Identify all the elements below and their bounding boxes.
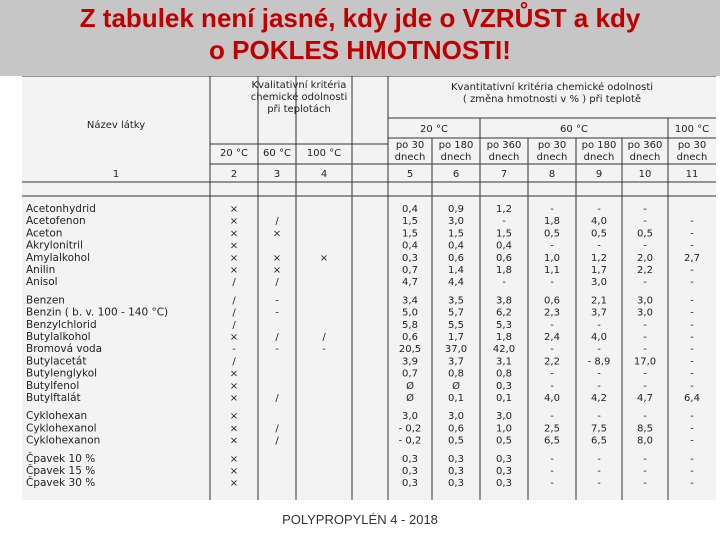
table-cell: - 0,2 [398,435,422,447]
table-cell: 3,0 [637,307,653,319]
table-cell: 5,5 [448,319,464,331]
table-cell: - [690,228,694,240]
qualitative-header-line: Kvalitativní kritéria [251,80,347,91]
table-cell: 2,0 [637,252,653,264]
table-cell: - [597,344,601,356]
duration-header: po 30 [537,140,567,151]
table-cell: 2,2 [637,265,653,276]
table-cell: - [690,423,694,435]
table-cell: 6,5 [591,435,607,447]
table-cell: / [275,423,279,435]
table-cell: 2,4 [544,332,560,343]
table-cell: × [229,380,239,392]
table-cell: - [597,411,601,423]
table-cell: / [232,295,236,307]
table-cell: 0,7 [402,368,418,380]
substance-name: Čpavek 30 % [26,477,96,490]
duration-header: po 360 [486,140,522,151]
table-cell: 0,3 [448,466,464,477]
table-cell: 1,4 [448,265,464,276]
substance-name: Čpavek 15 % [26,465,96,477]
table-cell: 1,8 [544,216,560,228]
substance-name: Butylalkohol [26,331,91,343]
qualitative-header-line: při teplotách [267,104,331,115]
table-cell: 5,8 [402,319,418,331]
table-cell: 5,3 [496,319,512,331]
table-cell: 3,0 [402,411,418,423]
table-cell: 0,5 [496,435,512,447]
table-cell: - [597,368,601,380]
table-cell: - [690,453,694,465]
duration-header: po 180 [581,140,617,151]
table-cell: 3,9 [402,356,418,368]
table-cell: - [690,307,694,319]
table-cell: - [690,435,694,447]
table-cell: 0,5 [544,228,560,240]
table-cell: 1,8 [496,332,512,343]
name-column-header: Název látky [86,120,146,131]
table-cell: - [550,368,554,380]
qualitative-temp-header: 100 °C [306,148,342,159]
table-cell: 0,8 [496,368,512,380]
table-cell: 0,6 [544,295,560,307]
table-cell: - [690,332,694,343]
duration-header: dnech [488,152,520,163]
table-cell: 8,5 [637,423,653,435]
table-cell: 4,7 [402,277,418,289]
table-cell: × [229,435,239,447]
table-cell: 4,7 [637,393,653,404]
table-cell: / [232,319,236,331]
column-number: 2 [230,169,238,180]
slide-footer: POLYPROPYLÉN 4 - 2018 [282,512,438,527]
table-cell: 0,7 [402,265,418,276]
table-cell: × [229,393,239,404]
duration-header: dnech [676,152,708,163]
table-cell: - [690,466,694,477]
substance-name: Bromová voda [26,343,103,356]
table-cell: - [643,216,647,228]
table-cell: 0,3 [496,466,512,477]
table-cell: - [502,216,506,228]
table-cell: - [643,240,647,252]
title-line-2: o POKLES HMOTNOSTI! [209,35,511,65]
substance-name: Cyklohexan [26,410,88,423]
table-cell: 1,5 [448,228,464,240]
substance-name: Anilin [26,264,56,276]
table-cell: × [229,240,239,252]
table-cell: 2,5 [544,423,560,435]
column-number: 10 [638,169,652,180]
qualitative-temp-header: 20 °C [220,148,248,159]
table-cell: 3,0 [448,216,464,228]
table-cell: - [550,240,554,252]
column-number: 1 [112,169,120,180]
table-cell: 4,0 [591,332,607,343]
table-cell: 0,3 [402,252,418,264]
table-cell: 0,3 [448,478,464,490]
table-cell: 3,7 [448,356,464,368]
table-cell: - [643,368,647,380]
substance-name: Butylftalát [26,392,81,404]
duration-header: dnech [536,152,568,163]
table-cell: 0,6 [448,252,464,264]
table-cell: - [550,466,554,477]
table-cell: - [597,319,601,331]
duration-header: dnech [394,152,426,163]
table-cell: - [550,277,554,289]
table-cell: 3,0 [496,411,512,423]
table-cell: 0,9 [448,204,464,215]
table-cell: 1,5 [402,228,418,240]
table-cell: × [272,252,282,264]
table-cell: 3,5 [448,295,464,307]
table-cell: / [275,435,279,447]
duration-header: po 30 [677,140,707,151]
duration-header: dnech [583,152,615,163]
table-cell: × [229,368,239,380]
table-cell: - [643,466,647,477]
table-cell: - [690,240,694,252]
quantitative-temp-header: 100 °C [674,124,710,135]
substance-name: Butylenglykol [26,367,98,380]
table-cell: - [275,307,279,319]
table-cell: 3,0 [448,411,464,423]
column-number: 3 [273,169,281,180]
table-cell: - [550,453,554,465]
table-cell: / [275,393,279,404]
title-line-1: Z tabulek není jasné, kdy jde o VZRŮST a kdy [79,3,641,33]
column-number: 8 [548,169,556,180]
table-cell: - [550,204,554,215]
table-cell: - [643,380,647,392]
column-number: 4 [320,169,328,180]
table-cell: 0,5 [448,435,464,447]
scanned-table-image [22,76,716,500]
table-cell: - [502,277,506,289]
table-cell: 0,6 [496,252,512,264]
table-cell: 3,1 [496,356,512,368]
table-cell: - [550,380,554,392]
column-number: 11 [685,169,699,180]
table-cell: 0,4 [402,204,418,215]
table-cell: × [229,453,239,465]
table-cell: 0,3 [402,466,418,477]
table-cell: 0,4 [448,240,464,252]
table-cell: - [643,332,647,343]
table-cell: - [690,216,694,228]
table-cell: 5,0 [402,307,418,319]
substance-name: Anisol [26,276,58,289]
table-cell: - [597,478,601,490]
table-cell: 3,0 [637,295,653,307]
table-cell: 8,0 [637,435,653,447]
table-cell: - [690,295,694,307]
table-cell: 2,7 [684,252,700,264]
table-cell: - [597,466,601,477]
table-cell: 4,2 [591,393,607,404]
table-cell: - [643,277,647,289]
table-cell: 4,0 [544,393,560,404]
table-cell: - [690,265,694,276]
substance-name: Acetofenon [26,215,86,228]
table-cell: 2,2 [544,356,560,368]
table-cell: - [643,319,647,331]
duration-header: dnech [629,152,661,163]
table-cell: - [597,204,601,215]
column-number: 7 [500,169,508,180]
table-cell: 0,5 [591,228,607,240]
column-number: 9 [595,169,603,180]
table-cell: 3,7 [591,307,607,319]
substance-name: Benzin ( b. v. 100 - 140 °C) [26,306,169,319]
table-cell: × [229,252,239,264]
table-cell: - [597,240,601,252]
column-number: 5 [406,169,414,180]
table-cell: × [272,265,282,276]
table-cell: - [597,453,601,465]
table-cell: Ø [406,393,414,404]
table-cell: × [229,478,239,490]
quantitative-header-line: Kvantitativní kritéria chemické odolnosti [450,82,654,93]
table-cell: 1,2 [496,204,512,215]
table-cell: - [690,368,694,380]
table-cell: 0,3 [402,478,418,490]
table-cell: 1,5 [402,216,418,228]
table-cell: 3,0 [591,277,607,289]
qualitative-temp-header: 60 °C [263,148,291,159]
table-cell: - 0,2 [398,423,422,435]
table-cell: 6,4 [684,393,700,404]
table-cell: - [690,380,694,392]
substance-name: Butylfenol [26,379,80,392]
quantitative-temp-header: 60 °C [560,124,588,135]
table-cell: - [643,411,647,423]
table-cell: - [643,478,647,490]
table-cell: / [232,307,236,319]
table-cell: - [690,411,694,423]
duration-header: dnech [440,152,472,163]
slide-title [0,2,720,66]
table-cell: 1,1 [544,265,560,276]
duration-header: po 30 [395,140,425,151]
table-cell: 0,3 [496,380,512,392]
table-cell: 0,4 [496,240,512,252]
table-cell: - [275,295,279,307]
quantitative-header-line: ( změna hmotnosti v % ) při teplotě [462,94,642,105]
table-cell: 1,7 [448,332,464,343]
table-cell: 4,4 [448,277,464,289]
table-cell: 0,1 [496,393,512,404]
table-cell: 6,5 [544,435,560,447]
table-cell: / [232,277,236,289]
substance-name: Benzen [26,294,65,307]
table-cell: / [322,332,326,343]
quantitative-temp-header: 20 °C [420,124,448,135]
table-cell: × [229,411,239,423]
table-cell: 1,0 [496,423,512,435]
table-cell: 20,5 [398,344,422,356]
table-cell: - [643,204,647,215]
table-cell: - [275,344,279,356]
table-cell: - [550,344,554,356]
table-cell: 7,5 [591,423,607,435]
table-cell: / [275,332,279,343]
substance-name: Butylacetát [26,355,87,368]
substance-name: Akrylonitril [26,239,83,252]
table-cell: - [690,344,694,356]
table-cell: 1,0 [544,252,560,264]
table-cell: × [229,466,239,477]
table-cell: × [229,204,239,215]
table-cell: Ø [406,380,414,392]
table-cell: 1,5 [496,228,512,240]
table-cell: 0,4 [402,240,418,252]
table-cell: - [643,344,647,356]
table-cell: × [319,252,329,264]
table-cell: - [550,478,554,490]
column-number: 6 [452,169,460,180]
table-cell: 5,7 [448,307,464,319]
table-cell: 2,1 [591,295,607,307]
substance-name: Amylalkohol [26,251,91,264]
table-cell: 0,6 [402,332,418,343]
table-cell: × [229,332,239,343]
table-cell: - [690,277,694,289]
table-cell: 3,8 [496,295,512,307]
table-cell: 2,3 [544,307,560,319]
table-cell: 42,0 [492,344,516,356]
table-cell: 0,8 [448,368,464,380]
table-cell: 1,2 [591,252,607,264]
table-cell: - [690,478,694,490]
table-cell: 0,3 [496,453,512,465]
table-cell: × [229,423,239,435]
chemical-resistance-table [22,76,716,500]
substance-name: Cyklohexanol [26,422,97,435]
table-cell: 0,6 [448,423,464,435]
table-cell: 1,8 [496,265,512,276]
table-cell: × [229,228,239,240]
table-cell: - [690,319,694,331]
duration-header: po 180 [438,140,474,151]
table-cell: / [275,277,279,289]
table-cell: - [643,453,647,465]
table-cell: Ø [452,380,460,392]
table-cell: 4,0 [591,216,607,228]
table-cell: 3,4 [402,295,418,307]
table-cell: 0,3 [448,453,464,465]
table-cell: 17,0 [633,356,657,368]
substance-name: Čpavek 10 % [26,452,96,465]
substance-name: Acetonhydrid [26,203,96,215]
table-cell: × [229,265,239,276]
table-cell: 1,7 [591,265,607,276]
table-cell: - [550,319,554,331]
table-cell: - 8,9 [587,356,611,368]
table-cell: 0,5 [637,228,653,240]
qualitative-header-line: chemické odolnosti [250,92,348,103]
substance-name: Aceton [26,227,63,240]
table-cell: 0,3 [402,453,418,465]
table-cell: - [322,344,326,356]
table-cell: 0,3 [496,478,512,490]
duration-header: po 360 [627,140,663,151]
table-cell: / [275,216,279,228]
table-cell: - [597,380,601,392]
table-cell: × [229,216,239,228]
table-cell: 6,2 [496,307,512,319]
table-cell: - [232,344,236,356]
substance-name: Benzylchlorid [26,318,97,331]
table-cell: - [550,411,554,423]
table-cell: × [272,228,282,240]
table-cell: 37,0 [444,344,468,356]
table-cell: 0,1 [448,393,464,404]
table-cell: / [232,356,236,368]
substance-name: Cyklohexanon [26,434,101,447]
table-cell: - [690,356,694,368]
